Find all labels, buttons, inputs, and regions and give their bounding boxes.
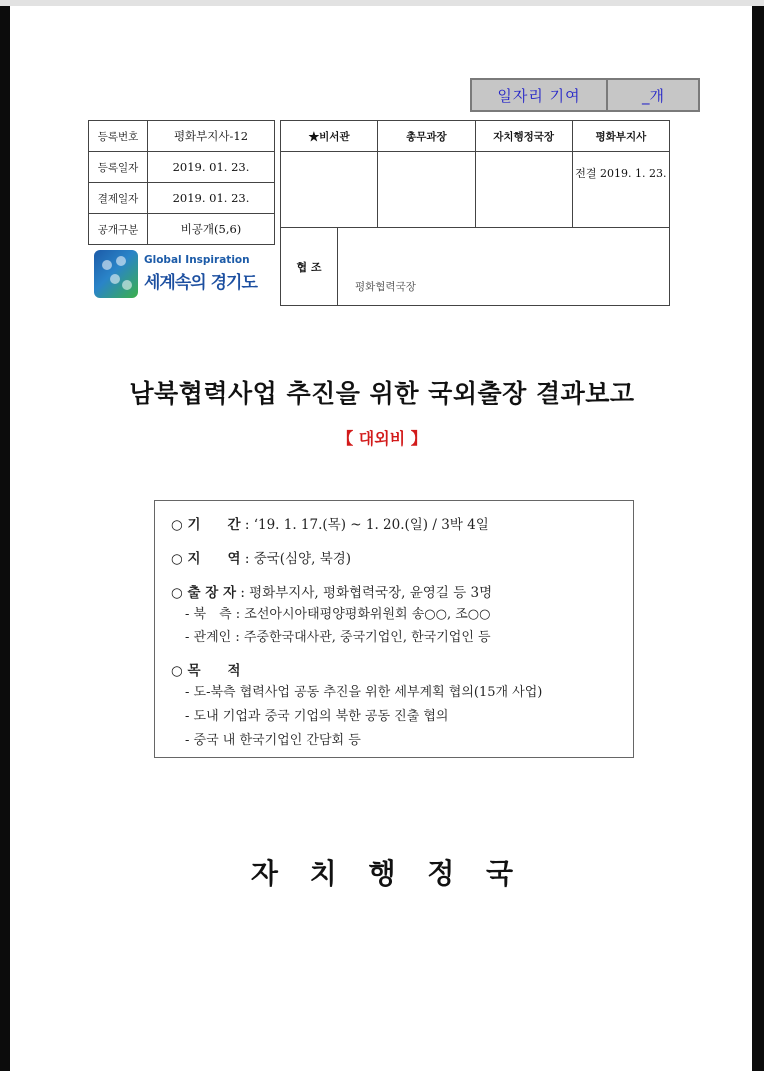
logo-mark-icon <box>94 250 138 298</box>
registration-table <box>88 120 275 245</box>
approval-date-value: 2019. 01. 23. <box>148 183 275 214</box>
job-contribution-label: 일자리 기여 <box>472 80 608 110</box>
logo-korean-text: 세계속의 경기도 <box>144 273 257 293</box>
document-title: 남북협력사업 추진을 위한 국외출장 결과보고 <box>129 379 635 408</box>
classification-label: 【 대외비 】 <box>337 429 427 448</box>
approval-header-secretary: ★비서관 <box>281 121 378 151</box>
gyeonggi-logo <box>94 250 269 300</box>
related-value: : 주중한국대사관, 중국기업인, 한국기업인 등 <box>235 630 491 645</box>
table-row <box>89 214 275 245</box>
department-footer: 자 치 행 정 국 <box>250 857 514 890</box>
attendee-label: ○ 출 장 자 <box>171 585 237 601</box>
final-sign-cell: 전결 2019. 1. 23. <box>575 167 667 180</box>
purpose-item: - 도-북측 협력사업 공동 추진을 위한 세부계획 협의(15개 사업) <box>185 685 543 700</box>
purpose-row <box>171 659 241 679</box>
trip-summary-box <box>154 500 634 758</box>
purpose-item: - 중국 내 한국기업인 간담회 등 <box>185 733 361 748</box>
related-row <box>185 626 491 645</box>
north-label: - 북 측 <box>185 607 232 622</box>
period-row <box>171 513 489 533</box>
period-label: ○ 기 간 <box>171 517 241 533</box>
north-row <box>185 603 490 622</box>
attendee-value: : 평화부지사, 평화협력국장, 윤영길 등 3명 <box>240 585 493 601</box>
north-value: : 조선아시아태평양평화위원회 송○○, 조○○ <box>235 607 491 622</box>
approval-header-general-affairs: 총무과장 <box>378 121 475 151</box>
purpose-label: ○ 목 적 <box>171 663 241 679</box>
table-row <box>89 152 275 183</box>
reg-number-key: 등록번호 <box>89 121 148 152</box>
disclosure-value: 비공개(5,6) <box>148 214 275 245</box>
logo-english-text: Global Inspiration <box>144 254 250 266</box>
reg-number-value: 평화부지사-12 <box>148 121 275 152</box>
region-row <box>171 547 351 567</box>
purpose-item: - 도내 기업과 중국 기업의 북한 공동 진출 협의 <box>185 709 449 724</box>
sign-cell <box>378 151 475 227</box>
attendee-row <box>171 581 492 601</box>
disclosure-key: 공개구분 <box>89 214 148 245</box>
reg-date-key: 등록일자 <box>89 152 148 183</box>
sign-cell <box>281 151 378 227</box>
region-label: ○ 지 역 <box>171 551 241 567</box>
job-contribution-value: _개 <box>642 86 664 105</box>
job-contribution-box <box>470 78 700 112</box>
sign-cell <box>476 151 573 227</box>
approval-table <box>280 120 670 306</box>
related-label: - 관계인 <box>185 630 232 645</box>
approval-header-row <box>281 121 669 152</box>
approval-date-key: 결제일자 <box>89 183 148 214</box>
period-value: : ‘19. 1. 17.(목) ~ 1. 20.(일) / 3박 4일 <box>244 517 489 533</box>
approval-header-vice-governor: 평화부지사 <box>595 130 647 143</box>
approval-sign-row <box>281 151 669 228</box>
reg-date-value: 2019. 01. 23. <box>148 152 275 183</box>
table-row <box>89 183 275 214</box>
cooperation-value: 평화협력국장 <box>355 281 416 293</box>
approval-header-admin-director: 자치행정국장 <box>476 121 573 151</box>
table-row <box>89 121 275 152</box>
cooperation-label: 협 조 <box>281 228 338 306</box>
region-value: : 중국(심양, 북경) <box>244 551 352 567</box>
